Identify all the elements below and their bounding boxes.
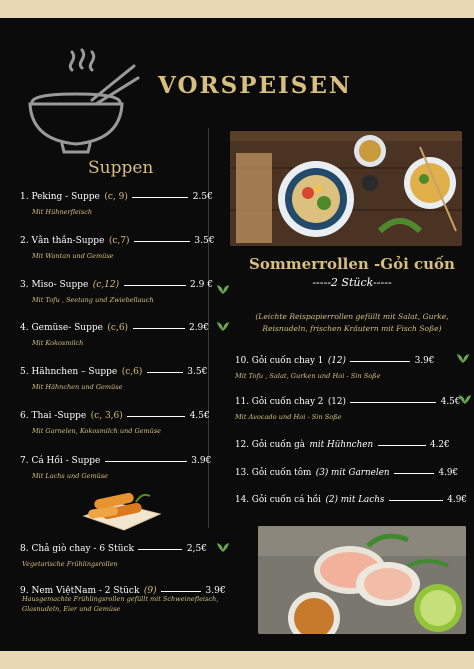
item-price: 2.9€ [188,323,210,333]
menu-item-14 [235,489,467,507]
dot-leader [147,372,183,373]
item-code: (c, 9) [104,192,128,202]
food-photo-top-illustration [230,131,462,246]
leaf-icon [216,284,230,294]
section-title-summer-rolls: Sommerrollen -Gỏi cuốn [249,255,455,273]
food-photo-bottom [258,526,466,634]
dot-leader [127,416,185,417]
item-description: Mit Lachs und Gemüse [32,472,109,480]
item-name: 9. Nem ViệtNam - 2 Stück [20,586,140,596]
menu-item-3 [20,274,213,304]
dot-leader [124,285,186,286]
spring-rolls-icon [80,486,162,536]
item-price: 3.5€ [187,367,208,377]
item-name: 8. Chả giò chay - 6 Stück [20,544,134,554]
menu-page [0,18,474,651]
menu-item-1 [20,186,213,216]
leaf-icon [216,321,230,331]
leaf-icon [458,394,472,404]
dot-leader [350,402,436,403]
item-price: 3.5€ [194,236,215,246]
menu-item-6 [20,405,210,435]
dot-leader [394,473,434,474]
dot-leader [138,549,182,550]
item-description: Hausgemachte Frühlingsrollen gefüllt mit Schweinefleisch, Glasnudeln, Eier und Gemüse [22,595,219,613]
item-price: 4.2€ [430,440,450,450]
section-title-soups: Suppen [88,158,154,178]
menu-item-5 [20,361,207,391]
item-description: Mit Hühnerfleisch [32,208,93,216]
item-price: 4.9€ [447,495,467,505]
item-name: 2. Vằn thắn-Suppe [20,236,105,246]
leaf-icon [456,353,470,363]
menu-item-13 [235,462,458,480]
item-description: Mit Kokosmilch [32,339,84,347]
item-code: (c,6) [107,323,129,333]
menu-item-12 [235,434,450,452]
item-code: (c,7) [108,236,130,246]
item-code: mit Hühnchen [309,440,374,450]
item-code: (c,6) [121,367,143,377]
item-description: Vegetarische Frühlingsrollen [22,560,118,568]
item-code: (12) [327,356,346,366]
item-description: Mit Tofu , Salat, Gurken und Hoi - Sin Soße [235,372,381,380]
item-price: 3.9€ [414,356,435,366]
item-price: 4.5€ [440,397,461,407]
item-price: 4.5€ [189,411,210,421]
menu-item-2 [20,230,214,260]
item-code: (c,12) [92,280,120,290]
item-name: 6. Thai -Suppe [20,411,87,421]
menu-item-11 [235,391,460,421]
item-name: 1. Peking - Suppe [20,192,100,202]
food-photo-top [230,131,462,246]
item-description: Mit Garnelen, Kokosmilch und Gemüse [32,427,162,435]
menu-item-7 [20,450,211,480]
menu-item-8 [20,538,207,568]
page-title: VORSPEISEN [158,72,352,99]
section-subtitle-summer-rolls: -----2 Stück----- [312,276,392,289]
dot-leader [134,241,190,242]
item-description: Mit Tofu , Seetang und Zwiebellauch [32,296,154,304]
item-name: 12. Gỏi cuốn gà [235,440,306,450]
item-price: 2.9 € [190,280,213,290]
item-name: 3. Miso- Suppe [20,280,89,290]
item-price: 3.9€ [205,586,226,596]
item-name: 13. Gỏi cuốn tôm [235,468,312,478]
item-price: 4.9€ [438,468,459,478]
item-price: 2,5€ [186,544,207,554]
item-code: (12) [327,397,346,407]
leaf-icon [216,542,230,552]
item-name: 11. Gỏi cuốn chay 2 [235,397,324,407]
dot-leader [132,197,188,198]
soup-bowl-icon [22,40,142,158]
item-price: 2.5€ [192,192,213,202]
summer-rolls-description: (Leichte Reispapierrollen gefüllt mit Salat, Gurke, Reisnudeln, frischen Kräutern mit Fisch Soße) [255,312,449,333]
item-code: (2) mit Lachs [325,495,385,505]
menu-item-10 [235,350,434,380]
dot-leader [105,461,187,462]
menu-item-4 [20,317,209,347]
item-name: 10. Gỏi cuốn chay 1 [235,356,324,366]
item-price: 3.9€ [191,456,212,466]
item-description: Mit Avocado und Hoi - Sin Soße [235,413,342,421]
dot-leader [350,361,410,362]
dot-leader [133,328,185,329]
item-description: Mit Wantan und Gemüse [32,252,114,260]
dot-leader [389,500,443,501]
item-code: (3) mit Garnelen [315,468,390,478]
item-code: (9) [143,586,157,596]
item-name: 14. Gỏi cuốn cá hồi [235,495,321,505]
item-code: (c, 3,6) [90,411,123,421]
item-name: 5. Hähnchen – Suppe [20,367,118,377]
dot-leader [161,591,201,592]
item-description: Mit Hähnchen und Gemüse [32,383,123,391]
food-photo-bottom-illustration [258,526,466,634]
dot-leader [378,445,426,446]
item-name: 4. Gemüse- Suppe [20,323,103,333]
item-name: 7. Cá Hồi - Suppe [20,456,101,466]
